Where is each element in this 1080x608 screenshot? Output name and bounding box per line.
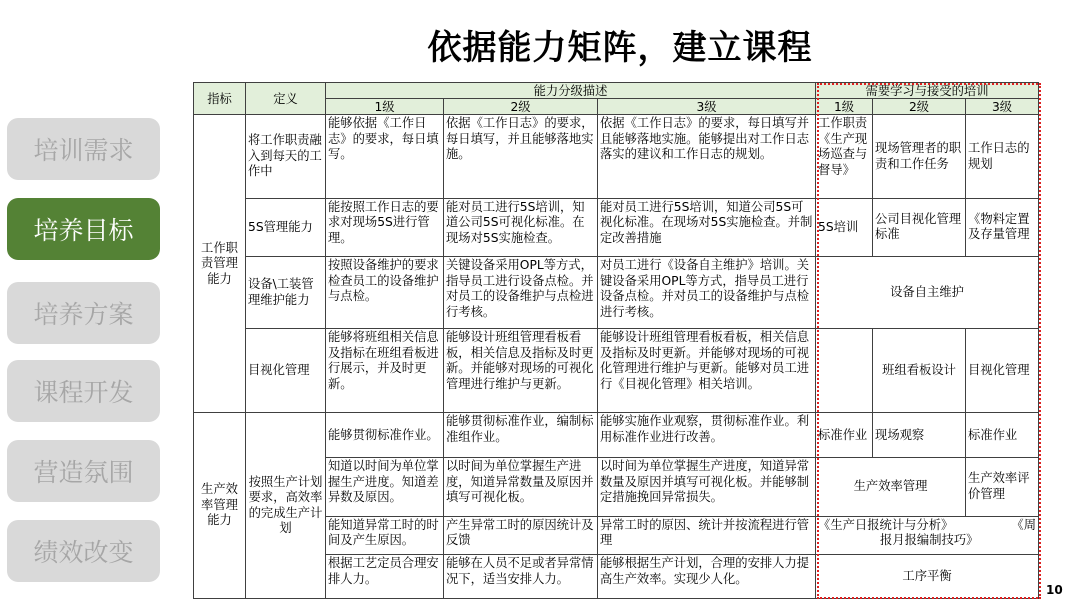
training1-cell: 工作职责《生产现场巡查与督导》 [816, 115, 873, 198]
sidebar-item-course-development[interactable]: 课程开发 [7, 360, 160, 422]
level1-cell: 能够将班组相关信息及指标在班组看板进行展示，并及时更新。 [326, 329, 444, 413]
level1-cell: 按照设备维护的要求检查员工的设备维护与点检。 [326, 257, 444, 329]
indicator-cell: 生产效率管理能力 [194, 413, 246, 599]
training3-cell: 工作日志的规划 [966, 115, 1039, 198]
definition-cell: 将工作职责融入到每天的工作中 [246, 115, 326, 198]
training-merged-cell [816, 516, 1039, 555]
table-row [194, 257, 1039, 329]
level3-cell: 能够实施作业观察，贯彻标准作业。利用标准作业进行改善。 [598, 413, 816, 458]
level1-cell: 知道以时间为单位掌握生产进度。知道差异数及原因。 [326, 458, 444, 517]
level3-cell: 能够设计班组管理看板看板，相关信息及指标及时更新。并能够对现场的可视化管理进行维护与更新。能够对员工进行《目视化管理》相关培训。 [598, 329, 816, 413]
training1-cell [816, 329, 873, 413]
page-number: 10 [1046, 583, 1063, 597]
sidebar-item-atmosphere[interactable]: 营造氛围 [7, 440, 160, 502]
page-title: 依据能力矩阵，建立课程 [427, 28, 813, 68]
level3-cell: 对员工进行《设备自主维护》培训。关键设备采用OPL等方式，指导员工进行设备点检。并对员工的设备维护与点检进行考核。 [598, 257, 816, 329]
level1-cell: 能够依据《工作日志》的要求，每日填写。 [326, 115, 444, 198]
table-row [194, 198, 1039, 257]
level2-cell: 能够贯彻标准作业，编制标准组作业。 [444, 413, 598, 458]
level3-cell: 能对员工进行5S培训，知道公司5S可视化标准。在现场对5S实施检查。并制定改善措施 [598, 198, 816, 257]
training-text-b-part1: 《周 [1011, 517, 1037, 532]
training1-cell: 标准作业 [816, 413, 873, 458]
indicator-cell: 工作职责管理能力 [194, 115, 246, 413]
header-grading-level2: 2级 [444, 99, 598, 115]
sidebar-item-training-goals[interactable]: 培养目标 [7, 198, 160, 260]
level2-cell: 产生异常工时的原因统计及反馈 [444, 516, 598, 555]
level2-cell: 能够设计班组管理看板看板，相关信息及指标及时更新。并能够对现场的可视化管理进行维护与更新。 [444, 329, 598, 413]
level3-cell: 异常工时的原因、统计并按流程进行管理 [598, 516, 816, 555]
definition-cell: 5S管理能力 [246, 198, 326, 257]
level1-cell: 能知道异常工时的时间及产生原因。 [326, 516, 444, 555]
level3-cell: 依据《工作日志》的要求，每日填写并且能够落地实施。能够提出对工作日志落实的建议和工作日志的规划。 [598, 115, 816, 198]
training3-cell: 生产效率评价管理 [966, 458, 1039, 517]
training-merged-cell: 工序平衡 [816, 555, 1039, 599]
level2-cell: 以时间为单位掌握生产进度，知道异常数量及原因并填写可视化板。 [444, 458, 598, 517]
level1-cell: 能够贯彻标准作业。 [326, 413, 444, 458]
training1-cell: 5S培训 [816, 198, 873, 257]
training-text-a: 《生产日报统计与分析》 [818, 517, 954, 532]
level2-cell: 能够在人员不足或者异常情况下，适当安排人力。 [444, 555, 598, 599]
sidebar-item-performance-change[interactable]: 绩效改变 [7, 520, 160, 582]
header-training-level1: 1级 [816, 99, 873, 115]
training-merged-cell: 设备自主维护 [816, 257, 1039, 329]
definition-cell: 按照生产计划要求，高效率的完成生产计划 [246, 413, 326, 599]
training2-cell: 公司目视化管理标准 [873, 198, 966, 257]
table-row [194, 329, 1039, 413]
level3-cell: 以时间为单位掌握生产进度，知道异常数量及原因并填写可视化板。并能够制定措施挽回异常损失。 [598, 458, 816, 517]
header-grading-level3: 3级 [598, 99, 816, 115]
header-indicator: 指标 [194, 83, 246, 115]
header-grading-level1: 1级 [326, 99, 444, 115]
definition-cell: 目视化管理 [246, 329, 326, 413]
level2-cell: 能对员工进行5S培训，知道公司5S可视化标准。在现场对5S实施检查。 [444, 198, 598, 257]
definition-cell: 设备\工装管理维护能力 [246, 257, 326, 329]
header-training: 需要学习与接受的培训 [816, 83, 1039, 99]
table-row [194, 115, 1039, 198]
training3-cell: 目视化管理 [966, 329, 1039, 413]
training-text-b: 报月报编制技巧》 [880, 533, 979, 548]
training2-cell: 现场管理者的职责和工作任务 [873, 115, 966, 198]
header-training-level3: 3级 [966, 99, 1039, 115]
level3-cell: 能够根据生产计划，合理的安排人力提高生产效率。实现少人化。 [598, 555, 816, 599]
level2-cell: 关键设备采用OPL等方式，指导员工进行设备点检。并对员工的设备维护与点检进行考核。 [444, 257, 598, 329]
training3-cell: 《物料定置及存量管理 [966, 198, 1039, 257]
training3-cell: 标准作业 [966, 413, 1039, 458]
competency-matrix-table [193, 82, 1039, 599]
training2-cell: 现场观察 [873, 413, 966, 458]
training2-cell: 班组看板设计 [873, 329, 966, 413]
training12-merged-cell: 生产效率管理 [816, 458, 966, 517]
sidebar-item-training-plan[interactable]: 培养方案 [7, 282, 160, 344]
table-row [194, 413, 1039, 458]
header-training-level2: 2级 [873, 99, 966, 115]
header-definition: 定义 [246, 83, 326, 115]
sidebar-item-training-needs[interactable]: 培训需求 [7, 118, 160, 180]
level2-cell: 依据《工作日志》的要求，每日填写，并且能够落地实施。 [444, 115, 598, 198]
level1-cell: 能按照工作日志的要求对现场5S进行管理。 [326, 198, 444, 257]
level1-cell: 根据工艺定员合理安排人力。 [326, 555, 444, 599]
header-grading: 能力分级描述 [326, 83, 816, 99]
